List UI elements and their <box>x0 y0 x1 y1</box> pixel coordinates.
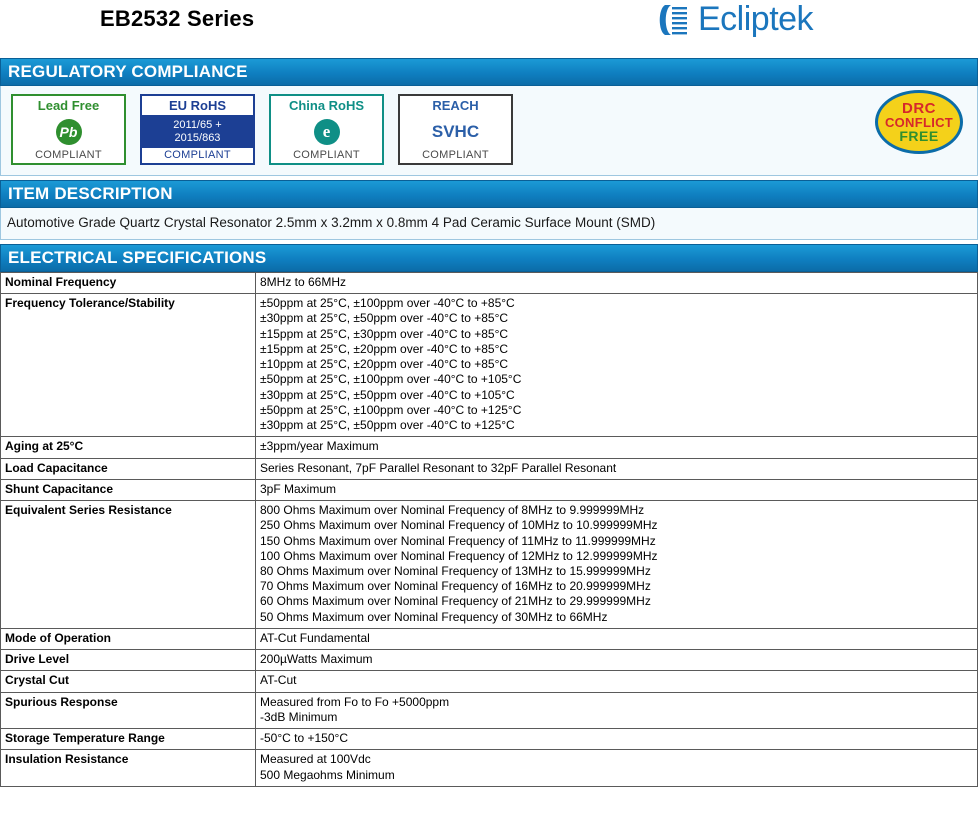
badge-eu-rohs <box>140 94 255 165</box>
spec-value <box>256 479 978 500</box>
table-row <box>1 750 978 786</box>
spec-value-line: Series Resonant, 7pF Parallel Resonant to 32pF Parallel Resonant <box>260 460 617 475</box>
compliance-badges <box>1 86 977 175</box>
table-row <box>1 437 978 458</box>
spec-value <box>256 671 978 692</box>
badge-eu-rohs-line1: 2011/65 + <box>173 118 222 131</box>
electrical-specifications-table <box>0 272 978 787</box>
item-description-panel <box>0 208 978 240</box>
lead-free-icon: Pb <box>56 119 82 145</box>
spec-value-line: ±30ppm at 25°C, ±50ppm over -40°C to +85°C <box>260 311 509 326</box>
spec-value-line: Measured from Fo to Fo +5000ppm <box>260 694 450 709</box>
drc-line-3: FREE <box>899 128 939 144</box>
badge-lead-free-body <box>11 115 126 148</box>
badge-eu-rohs-body <box>140 115 255 148</box>
spec-label: Spurious Response <box>1 692 256 728</box>
spec-value-line: 500 Megaohms Minimum <box>260 767 395 782</box>
drc-line-2: CONFLICT <box>884 115 954 130</box>
spec-value-line: ±50ppm at 25°C, ±100ppm over -40°C to +125°C <box>260 402 522 417</box>
spec-value <box>256 628 978 649</box>
spec-label: Drive Level <box>1 650 256 671</box>
spec-value-line: ±3ppm/year Maximum <box>260 439 379 454</box>
badge-lead-free <box>11 94 126 165</box>
badge-reach-body: SVHC <box>398 115 513 148</box>
spec-value-line: -50°C to +150°C <box>260 731 348 746</box>
badge-eu-rohs-title: EU RoHS <box>140 94 255 115</box>
spec-value-line: 200µWatts Maximum <box>260 652 373 667</box>
spec-value-line: 3pF Maximum <box>260 481 337 496</box>
spec-label: Equivalent Series Resistance <box>1 501 256 629</box>
table-row <box>1 650 978 671</box>
spec-value <box>256 437 978 458</box>
spec-label: Mode of Operation <box>1 628 256 649</box>
spec-value-line: ±15ppm at 25°C, ±20ppm over -40°C to +85°C <box>260 341 509 356</box>
spec-label: Insulation Resistance <box>1 750 256 786</box>
regulatory-panel <box>0 86 978 176</box>
badge-china-rohs-title: China RoHS <box>269 94 384 115</box>
spec-label: Storage Temperature Range <box>1 729 256 750</box>
badge-reach <box>398 94 513 165</box>
spec-label: Shunt Capacitance <box>1 479 256 500</box>
spec-value-line: ±10ppm at 25°C, ±20ppm over -40°C to +85°C <box>260 357 509 372</box>
table-row <box>1 729 978 750</box>
spec-value-line: 70 Ohms Maximum over Nominal Frequency of 16MHz to 20.999999MHz <box>260 579 651 594</box>
spec-value-line: 60 Ohms Maximum over Nominal Frequency of 21MHz to 29.999999MHz <box>260 594 651 609</box>
badge-reach-status: COMPLIANT <box>398 148 513 165</box>
page-title: EB2532 Series <box>100 6 255 31</box>
brand-name: Ecliptek <box>698 0 814 38</box>
spec-value-line: -3dB Minimum <box>260 709 338 724</box>
table-row <box>1 458 978 479</box>
drc-conflict-free-seal <box>875 90 963 154</box>
badge-lead-free-title: Lead Free <box>11 94 126 115</box>
china-rohs-icon: e <box>314 119 340 145</box>
spec-value-line: 250 Ohms Maximum over Nominal Frequency of 10MHz to 10.999999MHz <box>260 518 658 533</box>
spec-table-body <box>1 273 978 787</box>
badge-eu-rohs-status: COMPLIANT <box>140 148 255 165</box>
badge-lead-free-status: COMPLIANT <box>11 148 126 165</box>
brand-logo <box>655 0 813 39</box>
spec-value-line: ±50ppm at 25°C, ±100ppm over -40°C to +105°C <box>260 372 522 387</box>
badge-reach-title: REACH <box>398 94 513 115</box>
spec-value-line: 100 Ohms Maximum over Nominal Frequency of 12MHz to 12.999999MHz <box>260 548 658 563</box>
spec-value-line: ±15ppm at 25°C, ±30ppm over -40°C to +85°C <box>260 326 509 341</box>
spec-label: Frequency Tolerance/Stability <box>1 294 256 437</box>
section-header-item-description: ITEM DESCRIPTION <box>0 180 978 208</box>
spec-value-line: 150 Ohms Maximum over Nominal Frequency of 11MHz to 11.999999MHz <box>260 533 656 548</box>
table-row <box>1 501 978 629</box>
spec-value-line: 8MHz to 66MHz <box>260 275 347 289</box>
drc-line-1: DRC <box>902 100 936 117</box>
spec-value-line: AT-Cut <box>260 673 297 688</box>
spec-value-line: ±30ppm at 25°C, ±50ppm over -40°C to +125°C <box>260 418 515 433</box>
spec-value <box>256 501 978 629</box>
spec-value-line: AT-Cut Fundamental <box>260 630 370 645</box>
spec-label: Aging at 25°C <box>1 437 256 458</box>
badge-china-rohs-status: COMPLIANT <box>269 148 384 165</box>
spec-value <box>256 650 978 671</box>
page-header <box>0 0 978 58</box>
badge-eu-rohs-line2: 2015/863 <box>174 131 221 144</box>
ecliptek-logo-icon <box>655 1 689 39</box>
spec-value-line: 50 Ohms Maximum over Nominal Frequency of 30MHz to 66MHz <box>260 609 608 624</box>
table-row <box>1 294 978 437</box>
table-row <box>1 692 978 728</box>
table-row <box>1 479 978 500</box>
badge-china-rohs <box>269 94 384 165</box>
spec-value-line: ±50ppm at 25°C, ±100ppm over -40°C to +85°C <box>260 296 515 311</box>
section-header-electrical: ELECTRICAL SPECIFICATIONS <box>0 244 978 272</box>
spec-value-line: ±30ppm at 25°C, ±50ppm over -40°C to +105°C <box>260 387 515 402</box>
table-row <box>1 671 978 692</box>
table-row <box>1 273 978 294</box>
item-description-text: Automotive Grade Quartz Crystal Resonator 2.5mm x 3.2mm x 0.8mm 4 Pad Ceramic Surface Mount (SMD) <box>7 215 656 230</box>
spec-value-line: 800 Ohms Maximum over Nominal Frequency of 8MHz to 9.999999MHz <box>260 503 645 518</box>
spec-value <box>256 294 978 437</box>
spec-value <box>256 750 978 786</box>
spec-value-line: 80 Ohms Maximum over Nominal Frequency of 13MHz to 15.999999MHz <box>260 563 651 578</box>
spec-label: Crystal Cut <box>1 671 256 692</box>
spec-label: Nominal Frequency <box>1 273 256 294</box>
spec-value <box>256 729 978 750</box>
spec-value <box>256 692 978 728</box>
table-row <box>1 628 978 649</box>
spec-value <box>256 458 978 479</box>
spec-value <box>256 273 978 294</box>
section-header-regulatory: REGULATORY COMPLIANCE <box>0 58 978 86</box>
spec-value-line: Measured at 100Vdc <box>260 752 371 767</box>
spec-label: Load Capacitance <box>1 458 256 479</box>
badge-china-rohs-body <box>269 115 384 148</box>
